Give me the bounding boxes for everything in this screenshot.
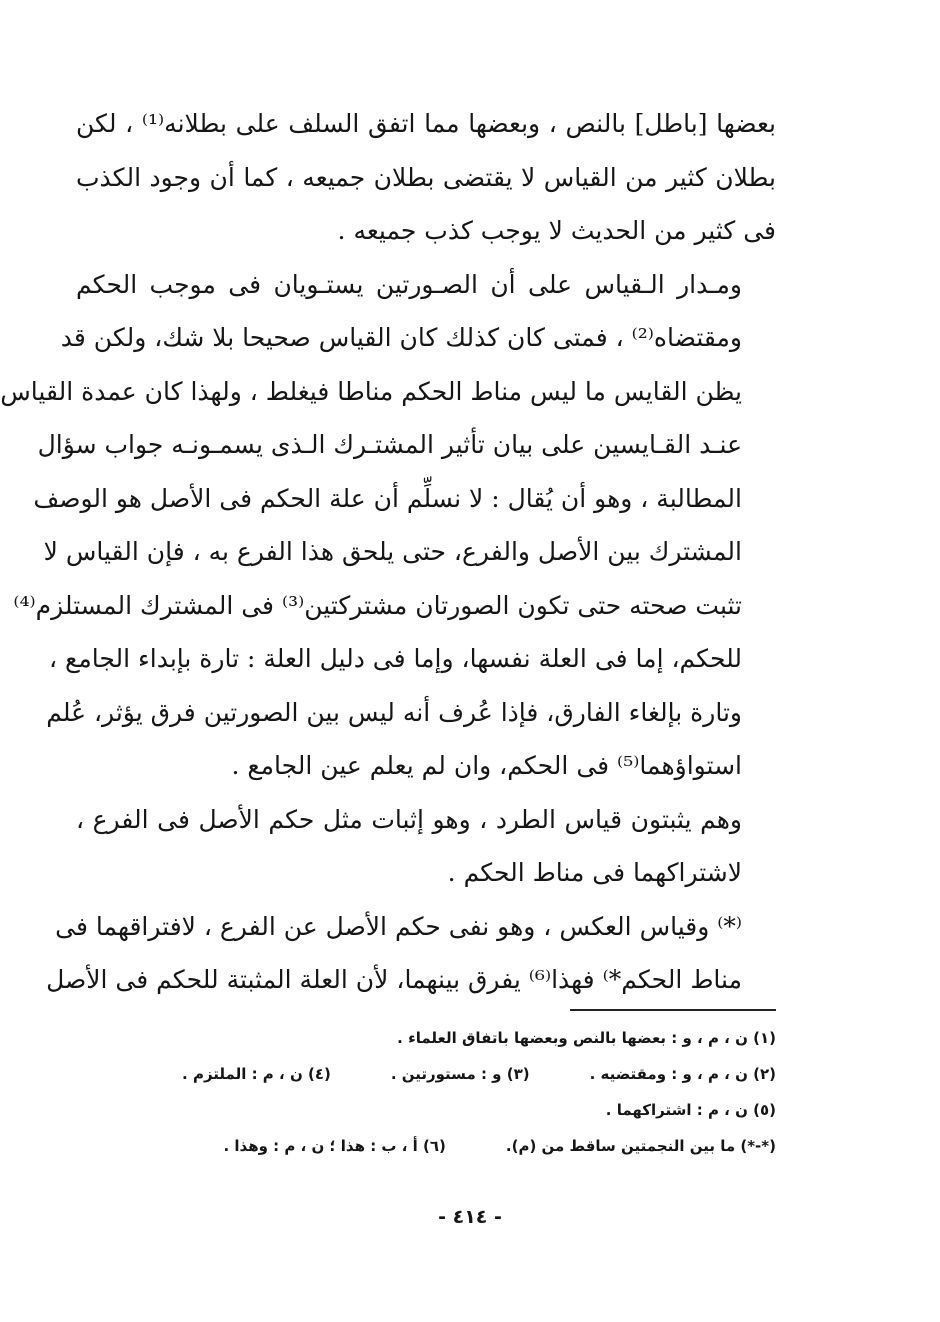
footnote-row xyxy=(76,1128,776,1164)
footnote-star: (*-*) ما بين النجمتين ساقط من (م). xyxy=(505,1137,776,1155)
footnote-2: (٢) ن ، م ، و : ومقتضيه . xyxy=(589,1065,776,1083)
text-line: المشترك بين الأصل والفرع، حتى يلحق هذا الفرع به ، فإن القياس لا xyxy=(43,537,742,566)
text-line: فى كثير من الحديث لا يوجب كذب جميعه . xyxy=(337,216,776,245)
text-line: وهم يثبتون قياس الطرد ، وهو إثبات مثل حكم الأصل فى الفرع ، xyxy=(76,804,742,834)
footnote-4: (٤) ن ، م : الملتزم . xyxy=(182,1065,331,1083)
text-line: مناط الحكم*⁾ فهذا⁽⁶⁾ يفرق بينهما، لأن العلة المثبتة للحكم فى الأصل xyxy=(46,965,742,994)
text-line: للحكم، إما فى العلة نفسها، وإما فى دليل العلة : تارة بإبداء الجامع ، xyxy=(49,644,742,673)
paragraph-1 xyxy=(76,97,776,258)
main-text xyxy=(0,97,776,1007)
paragraph-4 xyxy=(46,900,776,1007)
text-line: ⁽*⁾ وقياس العكس ، وهو نفى حكم الأصل عن الفرع ، لافتراقهما فى xyxy=(55,911,742,941)
text-line: عنـد القـايسين على بيان تأثير المشتـرك الـذى يسمـونـه جواب سؤال xyxy=(37,430,742,459)
text-line: بطلان كثير من القياس لا يقتضى بطلان جميعه ، كما أن وجود الكذب xyxy=(76,162,776,192)
footnote-1: (١) ن ، م ، و : بعضها بالنص وبعضها باتفاق العلماء . xyxy=(397,1029,776,1047)
paragraph-2 xyxy=(0,258,776,793)
footnotes xyxy=(76,1020,776,1164)
page-number: - ٤١٤ - xyxy=(438,1206,502,1228)
paragraph-3 xyxy=(76,793,776,900)
text-line: يظن القايس ما ليس مناط الحكم مناطا فيغلط ، ولهذا كان عمدة القياس xyxy=(0,376,742,406)
text-line: ومقتضاه⁽²⁾ ، فمتى كان كذلك كان القياس صحيحا بلا شك، ولكن قد xyxy=(60,323,742,352)
text-line: المطالبة ، وهو أن يُقال : لا نسلِّم أن علة الحكم فى الأصل هو الوصف xyxy=(33,483,742,513)
text-line: لاشتراكهما فى مناط الحكم . xyxy=(447,858,742,887)
text-line: تثبت صحته حتى تكون الصورتان مشتركتين⁽³⁾ فى المشترك المستلزم⁽⁴⁾ xyxy=(13,590,742,620)
text-line: استواؤهما⁽⁵⁾ فى الحكم، وان لم يعلم عين الجامع . xyxy=(231,751,742,780)
footnote-row xyxy=(76,1056,776,1092)
footnote-row xyxy=(76,1092,776,1128)
footnote-divider xyxy=(570,1009,776,1011)
footnote-3: (٣) و : مستورتين . xyxy=(390,1065,530,1083)
text-line: وتارة بإلغاء الفارق، فإذا عُرف أنه ليس بين الصورتين فرق يؤثر، عُلم xyxy=(46,697,742,727)
footnote-5: (٥) ن ، م : اشتراكهما . xyxy=(605,1101,776,1119)
text-line: ومـدار الـقياس على أن الصـورتين يستـويان فى موجب الحكم xyxy=(76,269,742,299)
text-line: بعضها [باطل] بالنص ، وبعضها مما اتفق السلف على بطلانه⁽¹⁾ ، لكن xyxy=(76,109,776,138)
footnote-6: (٦) أ ، ب : هذا ؛ ن ، م : وهذا . xyxy=(223,1137,446,1155)
footnote-row xyxy=(76,1020,776,1056)
